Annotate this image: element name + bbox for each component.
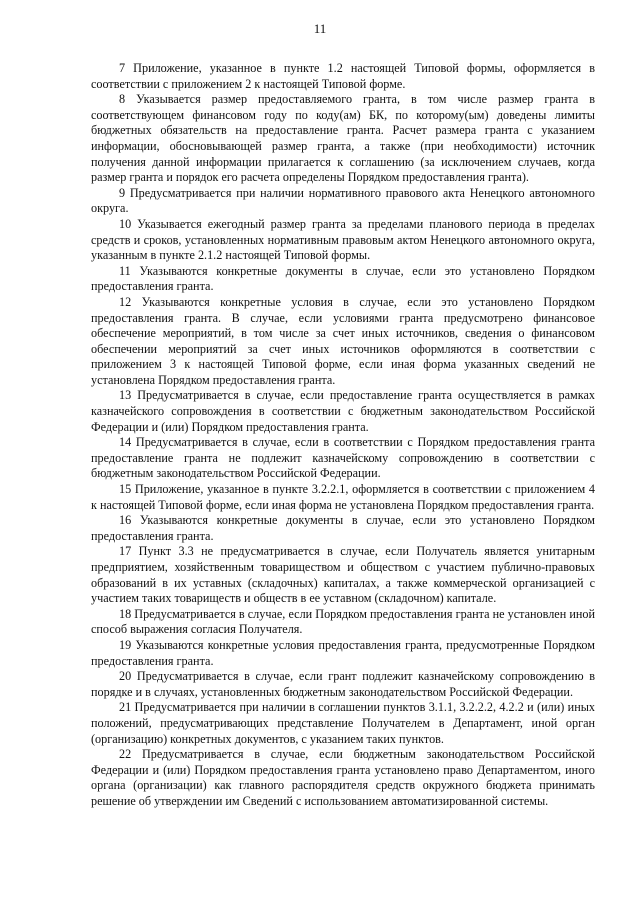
- footnote-18: 18 Предусматривается в случае, если Порядком предоставления гранта не установлен иной способ выражения согласия Получателя.: [91, 606, 595, 637]
- footnote-15: 15 Приложение, указанное в пункте 3.2.2.1, оформляется в соответствии с приложением 4 к настоящей Типовой форме, если иная форма не установлена Порядком предоставления гранта.: [91, 482, 595, 512]
- footnote-17: 17 Пункт 3.3 не предусматривается в случае, если Получатель является унитарным предприятием, хозяйственным товариществом и обществом с участием публично-правовых образований в их уставных (складочных) капиталах, а также коммерческой организацией с участием таких товариществ и обществ в ее уставном (складочном) капитале.: [91, 544, 595, 606]
- footnote-22: 22 Предусматривается в случае, если бюджетным законодательством Российской Федерации и (или) Порядком предоставления гранта установлено право Департаментом, иного органа (организации) как главного распорядителя средств окружного бюджета принимать решение об утверждении им Сведений с использованием автоматизированной системы.: [91, 747, 595, 808]
- footnote-9: 9 Предусматривается при наличии нормативного правового акта Ненецкого автономного округа.: [91, 185, 595, 216]
- footnote-13: 13 Предусматривается в случае, если предоставление гранта осуществляется в рамках казначейского сопровождения в соответствии с бюджетным законодательством Российской Федерации и (или) Порядком предоставления гранта.: [91, 388, 595, 434]
- footnote-14: 14 Предусматривается в случае, если в соответствии с Порядком предоставления гранта предоставление гранта не подлежит казначейскому сопровождению в соответствии с бюджетным законодательством Российской Федерации.: [91, 435, 595, 481]
- footnote-12: 12 Указываются конкретные условия в случае, если это установлено Порядком предоставления гранта. В случае, если условиями гранта предусмотрено финансовое обеспечение мероприятий, в том числе за счет иных источников, сведения о финансовом обеспечении мероприятий за счет иных источников оформляются в соответствии с приложением 3 к настоящей Типовой форме, если иная форма указанных сведений не установлена Порядком предоставления гранта.: [91, 294, 595, 387]
- footnote-8: 8 Указывается размер предоставляемого гранта, в том числе размер гранта в соответствующем финансовом году по коду(ам) БК, по которому(ым) доведены лимиты бюджетных обязательств на предоставление гранта. Расчет размера гранта с указанием информации, обосновывающей размер гранта, а также (при необходимости) источник получения данной информации прилагается к соглашению (за исключением случаев, когда размер гранта и порядок его расчета определены Порядком предоставления гранта).: [91, 92, 595, 185]
- footnote-11: 11 Указываются конкретные документы в случае, если это установлено Порядком предоставления гранта.: [91, 263, 595, 294]
- footnote-20: 20 Предусматривается в случае, если грант подлежит казначейскому сопровождению в порядке и в случаях, установленных бюджетным законодательством Российской Федерации.: [91, 669, 595, 699]
- footnote-7: 7 Приложение, указанное в пункте 1.2 настоящей Типовой формы, оформляется в соответствии с приложением 2 к настоящей Типовой форме.: [91, 61, 595, 91]
- footnote-19: 19 Указываются конкретные условия предоставления гранта, предусмотренные Порядком предоставления гранта.: [91, 637, 595, 668]
- footnote-16: 16 Указываются конкретные документы в случае, если это установлено Порядком предоставления гранта.: [91, 513, 595, 543]
- footnotes-section: [91, 61, 595, 810]
- footnote-21: 21 Предусматривается при наличии в соглашении пунктов 3.1.1, 3.2.2.2, 4.2.2 и (или) иных положений, предусматривающих представление Получателем в Департамент, иной орган (организацию) конкретных документов, с указанием таких пунктов.: [91, 700, 595, 746]
- footnote-10: 10 Указывается ежегодный размер гранта за пределами планового периода в пределах средств и сроков, установленных нормативным правовым актом Ненецкого автономного округа, указанным в пункте 2.1.2 настоящей Типовой формы.: [91, 216, 595, 263]
- page-number: 11: [313, 21, 327, 36]
